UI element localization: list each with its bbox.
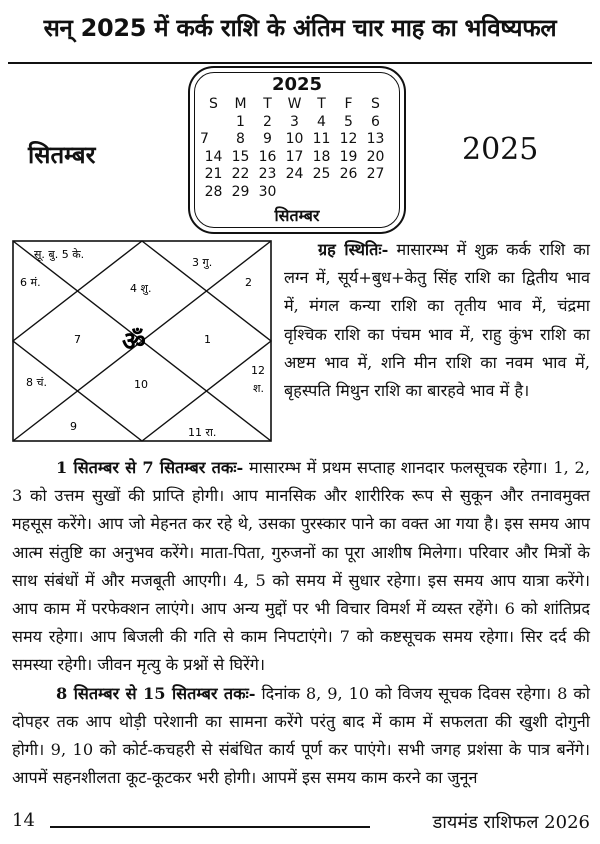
calendar-day: 25 [312, 166, 331, 182]
calendar-day: 16 [258, 148, 277, 165]
calendar-day: 29 [231, 183, 250, 200]
calendar-day: 13 [366, 131, 385, 147]
chart-house-label: 9 [70, 420, 77, 433]
calendar-day: 26 [339, 166, 358, 182]
calendar-day: 19 [339, 148, 358, 165]
chart-house-label: 3 गु. [192, 256, 213, 269]
calendar-day: 30 [258, 183, 277, 200]
calendar-day: 1 [236, 113, 245, 130]
chart-house-label: सू. बु. 5 के. [34, 248, 85, 261]
calendar-day [362, 184, 389, 202]
calendar-day: 12 [339, 131, 358, 147]
calendar-day [308, 184, 335, 202]
forecast-paragraph [12, 454, 590, 680]
chart-house-label: 2 [245, 276, 252, 289]
chart-house-label: 4 शु. [130, 282, 152, 295]
calendar-day [200, 114, 227, 132]
publication-name: डायमंड राशिफल 2026 [432, 812, 590, 833]
period-heading: 8 सितम्बर से 15 सितम्बर तकः- [56, 683, 256, 703]
calendar-day: 11 [312, 131, 331, 147]
chart-house-label: 12 [251, 364, 265, 377]
footer-rule [50, 826, 370, 828]
calendar-day: 28 [204, 183, 223, 200]
weekday-header: S [209, 96, 218, 112]
calendar-day: 10 [285, 131, 304, 147]
weekday-header: W [287, 96, 302, 112]
weekday-header: T [263, 96, 272, 112]
forecast-paragraph [12, 680, 590, 793]
calendar-month-caption: सितम्बर [274, 206, 320, 225]
planet-position-block [284, 236, 590, 405]
horoscope-chart [12, 240, 272, 442]
chart-house-label: 6 मं. [20, 276, 41, 289]
calendar-day: 7 [200, 131, 209, 147]
calendar-day [335, 184, 362, 202]
page-number: 14 [12, 810, 35, 831]
calendar-day: 4 [317, 113, 326, 130]
calendar-day: 18 [312, 148, 331, 165]
calendar-day [281, 184, 308, 202]
calendar-day: 2 [263, 113, 272, 130]
calendar-day: 9 [263, 131, 272, 147]
weekday-header: S [371, 96, 380, 112]
chart-house-label: 7 [74, 333, 81, 346]
weekday-header: T [317, 96, 326, 112]
title-underline [8, 62, 592, 64]
year-label: 2025 [462, 132, 539, 167]
calendar-day: 20 [366, 148, 385, 165]
forecast-body [12, 454, 590, 792]
chart-house-label: 8 चं. [26, 376, 47, 389]
chart-house-label: 11 रा. [188, 426, 217, 439]
calendar-day: 14 [204, 148, 223, 165]
calendar-day: 17 [285, 148, 304, 165]
weekday-header: F [344, 96, 353, 112]
month-label: सितम्बर [28, 141, 96, 169]
chart-house-label: श. [253, 382, 264, 395]
planet-position-heading: ग्रह स्थितिः- [318, 240, 389, 259]
calendar-day: 3 [290, 113, 299, 130]
om-symbol: ॐ [122, 327, 146, 357]
calendar-day: 22 [231, 166, 250, 182]
calendar-day: 24 [285, 166, 304, 182]
chart-house-label: 1 [204, 333, 211, 346]
calendar-day: 21 [204, 166, 223, 182]
page-footer [12, 806, 590, 836]
calendar-year: 2025 [271, 74, 323, 95]
weekday-header: M [234, 96, 247, 112]
calendar-day: 8 [236, 131, 245, 147]
period-heading: 1 सितम्बर से 7 सितम्बर तकः- [56, 458, 244, 477]
calendar-day: 15 [231, 148, 250, 165]
planet-position-text: मासारम्भ में शुक्र कर्क राशि का लग्न में, सूर्य+बुध+केतु सिंह राशि का द्वितीय भाव में, मंगल कन्या राशि का तृतीय भाव में, चंद्रमा वृश्चिक राशि का पंचम भाव में, राहु कुंभ राशि का अष्टम भाव में, शनि मीन राशि का नवम भाव में, बृहस्पति मिथुन राशि का बारहवे भाव में है। [284, 240, 590, 401]
period-text: मासारम्भ में प्रथम सप्ताह शानदार फलसूचक रहेगा। 1, 2, 3 को उत्तम सुखों की प्राप्ति होगी। आप मानसिक और शारीरिक रूप से सुकून और तनावमुक्त महसूस करेंगे। आप जो मेहनत कर रहे थे, उसका पुरस्कार पाने का वक्त आ गया है। इस समय आप आत्म संतुष्टि का अनुभव करेंगे। माता-पिता, गुरुजनों का पूरा आशीष मिलेगा। परिवार और मित्रों के साथ संबंधों में और मजबूती आएगी। 4, 5 को समय में सुधार रहेगा। इस समय आप यात्रा करेंगे। आप काम में परफेक्शन लाएंगे। आप अन्य मुद्दों पर भी विचार विमर्श में व्यस्त रहेंगे। 6 को शांतिप्रद समय रहेगा। आप बिजली की गति से काम निपटाएंगे। 7 को कष्टसूचक समय रहेगा। सिर दर्द की समस्या रहेगी। जीवन मृत्यु के प्रश्नों से घिरेंगे। [12, 458, 590, 675]
calendar-day: 6 [371, 113, 380, 130]
calendar-day: 5 [344, 113, 353, 130]
page-title: सन् 2025 में कर्क राशि के अंतिम चार माह का भविष्यफल [43, 14, 557, 42]
period-text: दिनांक 8, 9, 10 को विजय सूचक दिवस रहेगा। 8 को दोपहर तक आप थोड़ी परेशानी का सामना करेंगे परंतु बाद में काम में सफलता की खुशी दोगुनी होगी। 9, 10 को कोर्ट-कचहरी से संबंधित कार्य पूर्ण कर पाएंगे। सभी जगह प्रशंसा के पात्र बनेंगे। आपमें सहनशीलता कूट-कूटकर भरी होगी। आपमें इस समय काम करने का जुनून [12, 683, 590, 788]
calendar-grid [200, 96, 392, 201]
calendar-day: 27 [366, 166, 385, 182]
chart-house-label: 10 [134, 378, 148, 391]
calendar-day: 23 [258, 166, 277, 182]
